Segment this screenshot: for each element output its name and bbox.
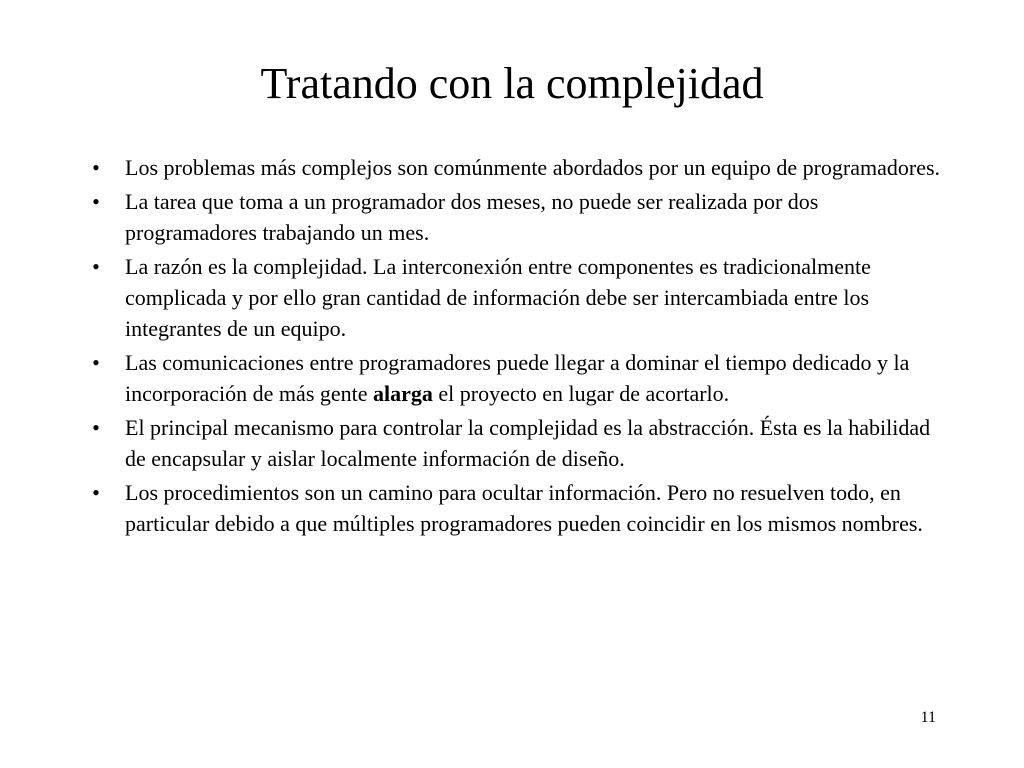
bullet-dot-icon: • (92, 254, 100, 279)
page-number: 11 (920, 709, 936, 726)
bullet-item (86, 152, 946, 183)
bullet-text: La tarea que toma a un programador dos meses, no puede ser realizada por dos programadores trabajando un mes. (125, 189, 819, 245)
bullet-list (86, 152, 946, 542)
bullet-dot-icon: • (92, 415, 100, 440)
bullet-text-bold: alarga (373, 381, 433, 406)
bullet-item (86, 347, 946, 409)
bullet-text-before: Las comunicaciones entre programadores puede llegar a dominar el tiempo dedicado y la incorporación de más gente (125, 350, 910, 406)
bullet-item (86, 251, 946, 344)
bullet-text: Los problemas más complejos son comúnmente abordados por un equipo de programadores. (125, 155, 941, 180)
bullet-dot-icon: • (92, 350, 100, 375)
bullet-text-after: el proyecto en lugar de acortarlo. (432, 381, 730, 406)
bullet-text: Los procedimientos son un camino para ocultar información. Pero no resuelven todo, en particular debido a que múltiples programadores pueden coincidir en los mismos nombres. (125, 480, 923, 536)
slide-title: Tratando con la complejidad (260, 59, 764, 108)
bullet-text: La razón es la complejidad. La interconexión entre componentes es tradicionalmente complicada y por ello gran cantidad de información debe ser intercambiada entre los integrantes de un equipo. (125, 254, 871, 341)
bullet-item (86, 186, 946, 248)
bullet-dot-icon: • (92, 480, 100, 505)
bullet-text: El principal mecanismo para controlar la complejidad es la abstracción. Ésta es la habilidad de encapsular y aislar localmente información de diseño. (125, 415, 931, 471)
bullet-item (86, 412, 946, 474)
bullet-item (86, 477, 946, 539)
bullet-dot-icon: • (92, 189, 100, 214)
bullet-dot-icon: • (92, 155, 100, 180)
